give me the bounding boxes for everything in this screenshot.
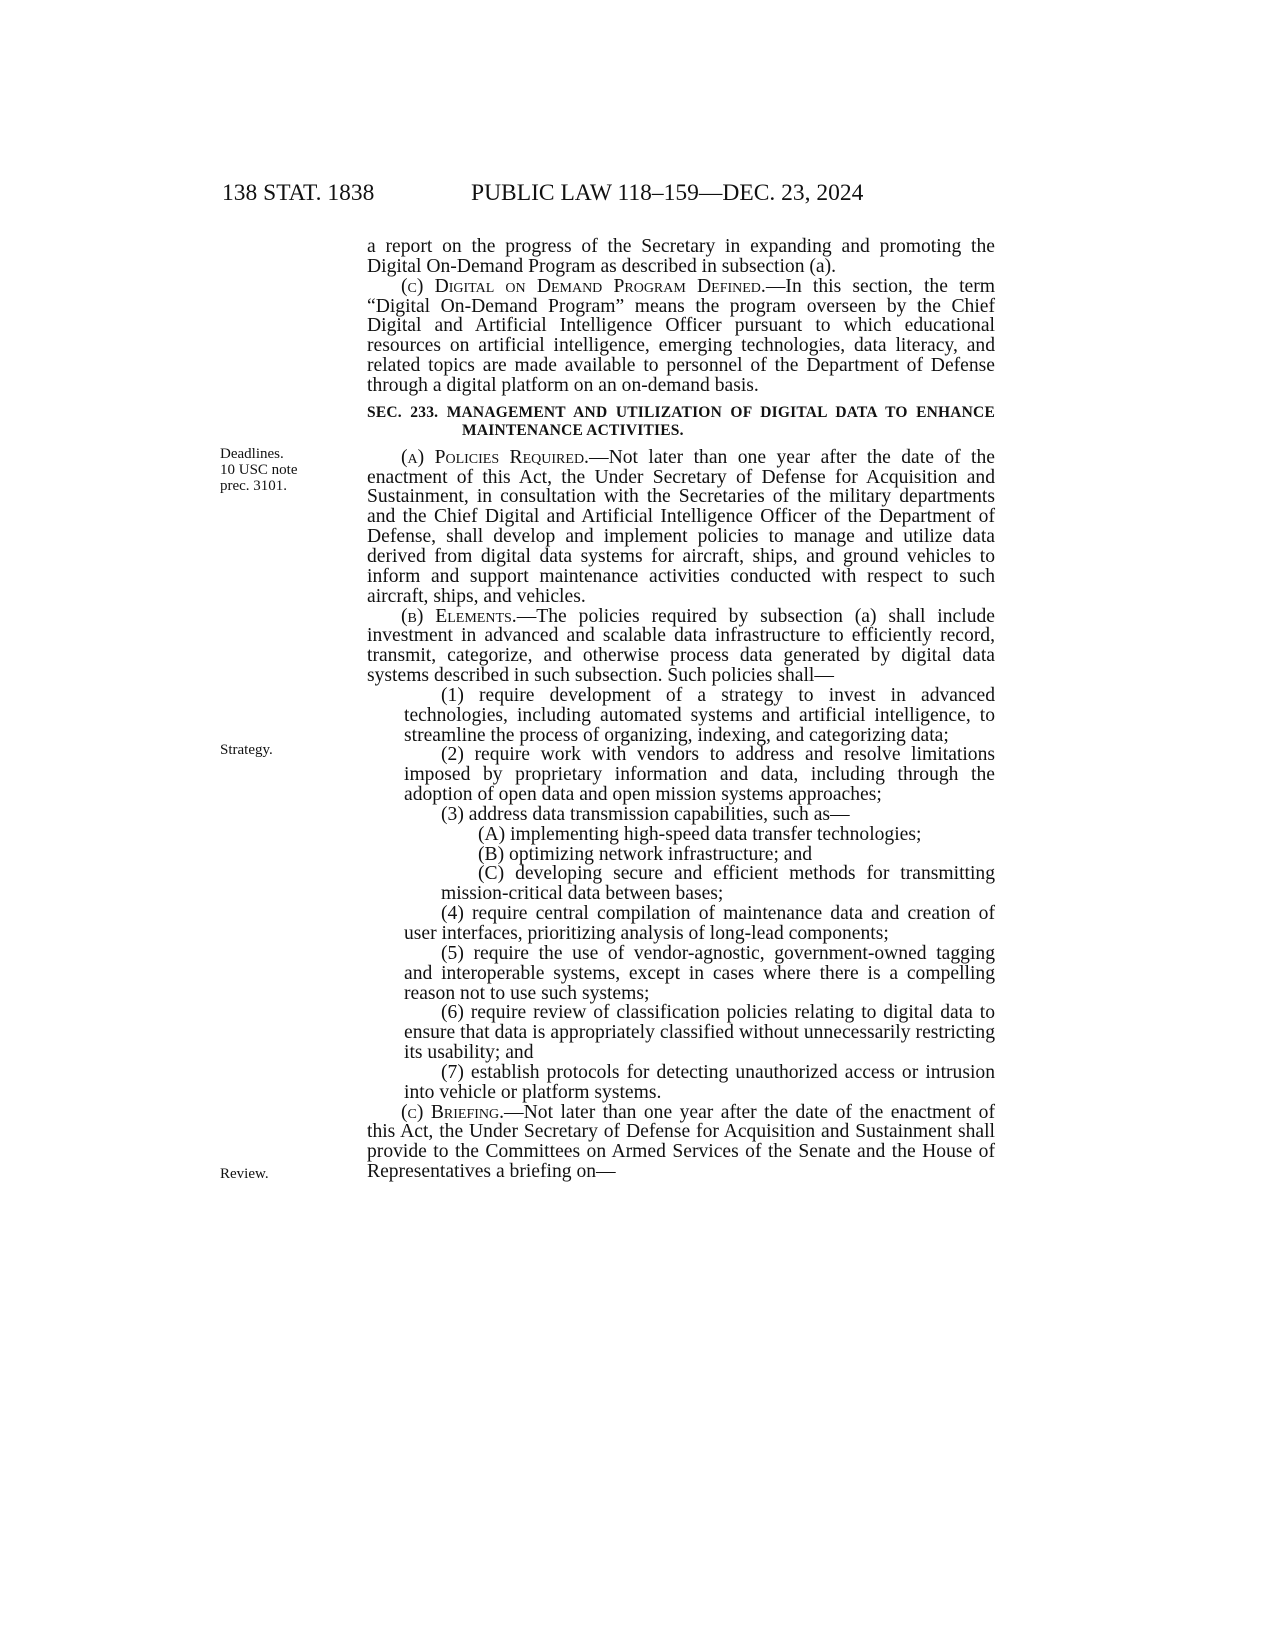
subsection-c-briefing xyxy=(367,1103,995,1182)
page-header xyxy=(222,180,1022,214)
statute-page-reference: 138 STAT. 1838 xyxy=(222,180,375,206)
margin-note-deadlines: Deadlines. 10 USC note prec. 3101. xyxy=(220,446,298,494)
margin-note-strategy: Strategy. xyxy=(220,742,273,758)
subsection-a-text: —Not later than one year after the date of the enactment of this Act, the Under Secretary of Defense for Acquisition and Sustainment, in consultation with the Secretaries of the military departments and the Chief Digital and Artificial Intelligence Officer of the Department of Defense, shall develop and implement policies to manage and utilize data derived from digital data systems for aircraft, ships, and ground vehicles to inform and support maintenance activities conducted with respect to such aircraft, ships, and vehicles. xyxy=(367,446,995,607)
paragraph-5: (5) require the use of vendor-agnostic, government-owned tagging and interoperable systems, except in cases where there is a compelling reason not to use such systems; xyxy=(404,942,995,1004)
briefing-heading: (c) Briefing. xyxy=(401,1101,505,1123)
margin-note-review: Review. xyxy=(220,1166,269,1182)
public-law-reference: PUBLIC LAW 118–159—DEC. 23, 2024 xyxy=(471,180,864,206)
subsection-c-text: —In this section, the term “Digital On-Demand Program” means the program overseen by the Chief Digital and Artificial Intelligence Officer pursuant to which educational resources on artificial intelligence, emerging technologies, data literacy, and related topics are made available to personnel of the Department of Defense through a digital platform on an on-demand basis. xyxy=(367,275,995,396)
subparagraph-3b: (B) optimizing network infrastructure; and xyxy=(478,843,813,865)
paragraph-3: (3) address data transmission capabilities, such as— xyxy=(441,803,850,825)
subsection-c-heading: (c) Digital on Demand Program Defined. xyxy=(401,275,766,297)
briefing-text: —Not later than one year after the date of the enactment of this Act, the Under Secretary of Defense for Acquisition and Sustainment shall provide to the Committees on Armed Services of the Senate and the House of Representatives a briefing on— xyxy=(367,1101,995,1183)
statute-body xyxy=(367,237,995,1182)
paragraph-1: (1) require development of a strategy to invest in advanced technologies, including automated systems and artificial intelligence, to streamline the process of organizing, indexing, and categorizing data; xyxy=(404,684,995,746)
subsection-a-heading: (a) Policies Required. xyxy=(401,446,589,468)
paragraph-7: (7) establish protocols for detecting unauthorized access or intrusion into vehicle or platform systems. xyxy=(404,1061,995,1103)
subparagraph-3c: (C) developing secure and efficient methods for transmitting mission-critical data between bases; xyxy=(441,863,995,905)
subsection-b-text: —The policies required by subsection (a) shall include investment in advanced and scalable data infrastructure to efficiently record, transmit, categorize, and otherwise process data generated by digital data systems described in such subsection. Such policies shall— xyxy=(367,605,995,687)
subsection-c-definition xyxy=(367,277,995,396)
paragraph-2: (2) require work with vendors to address and resolve limitations imposed by proprietary information and data, including through the adoption of open data and open mission systems approaches; xyxy=(404,744,995,806)
paragraph-6: (6) require review of classification policies relating to digital data to ensure that data is appropriately classified without unnecessarily restricting its usability; and xyxy=(404,1002,995,1064)
intro-paragraph: a report on the progress of the Secretary in expanding and promoting the Digital On-Demand Program as described in subsection (a). xyxy=(367,236,995,277)
paragraph-4: (4) require central compilation of maintenance data and creation of user interfaces, prioritizing analysis of long-lead components; xyxy=(404,903,995,944)
subsection-b xyxy=(367,607,995,686)
subsection-a xyxy=(367,448,995,607)
section-233-heading: SEC. 233. MANAGEMENT AND UTILIZATION OF DIGITAL DATA TO ENHANCE MAINTENANCE ACTIVITIES. xyxy=(367,403,995,439)
subparagraph-3a: (A) implementing high-speed data transfer technologies; xyxy=(478,823,922,845)
subsection-b-heading: (b) Elements. xyxy=(401,605,517,627)
